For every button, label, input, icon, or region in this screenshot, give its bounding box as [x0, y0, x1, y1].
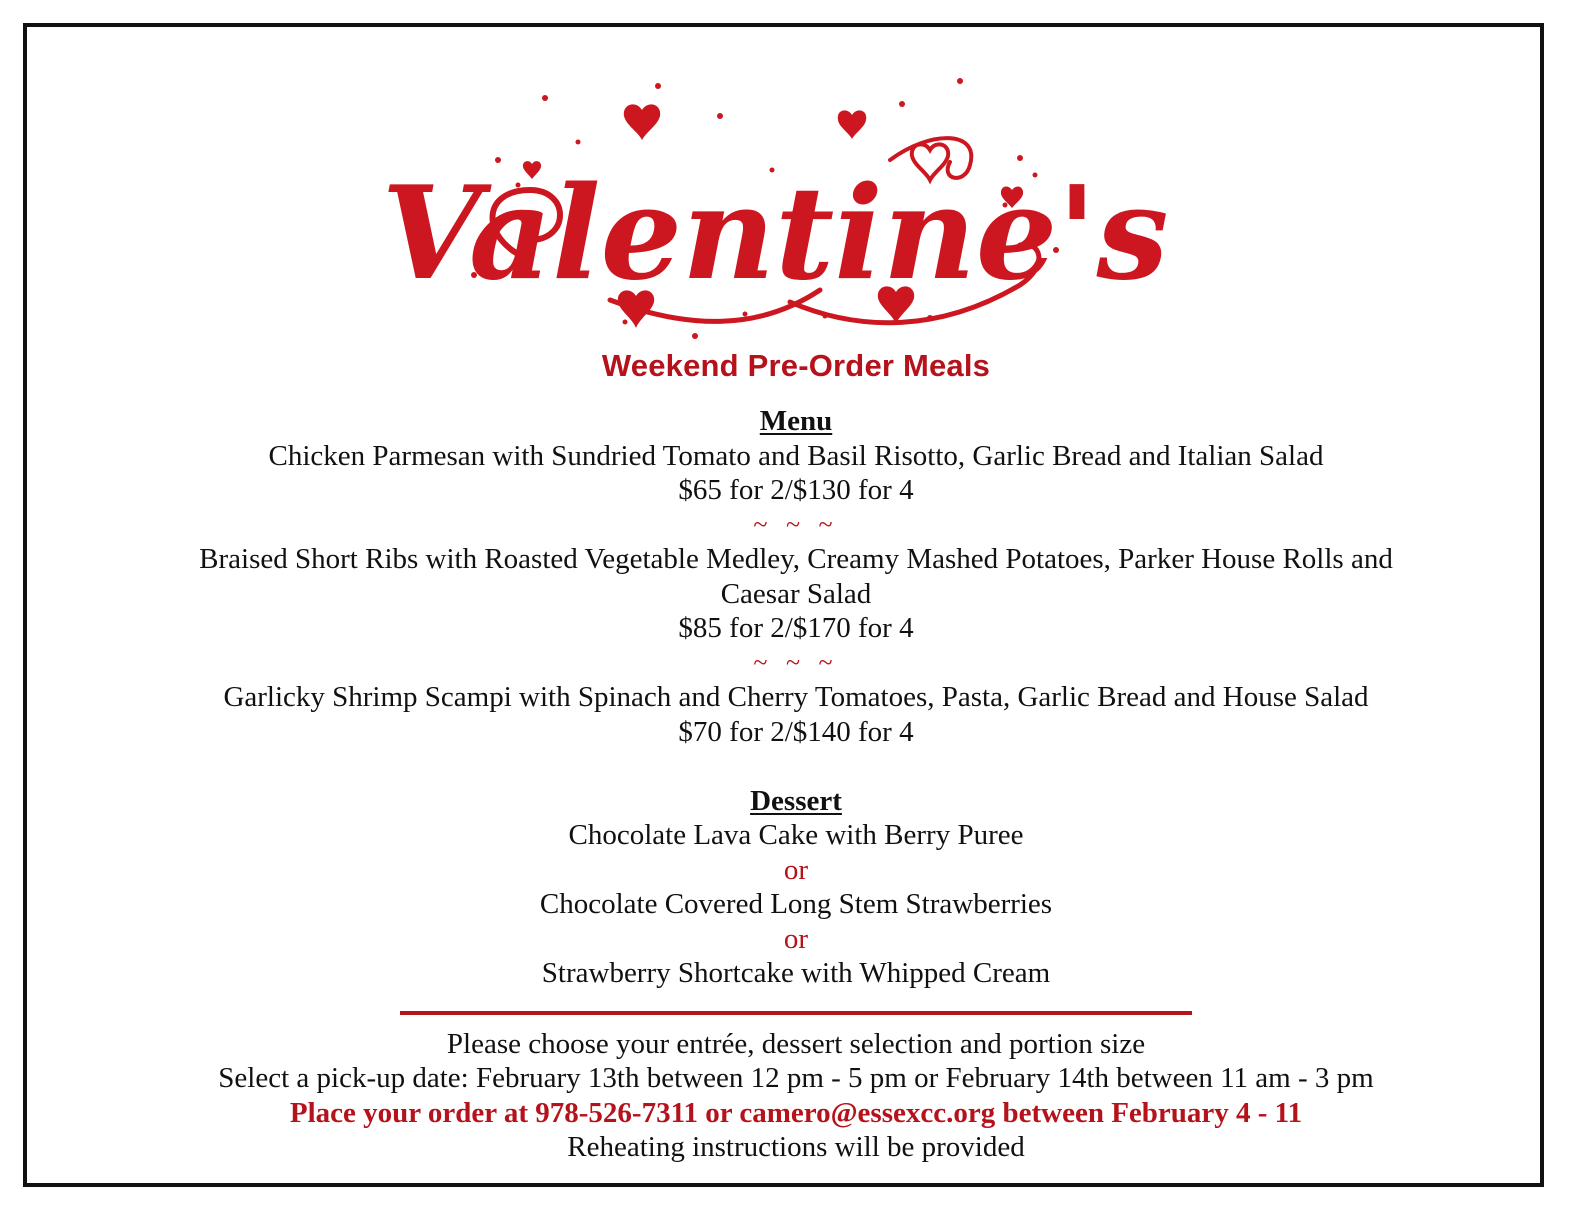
menu-item-description: Garlicky Shrimp Scampi with Spinach and Cherry Tomatoes, Pasta, Garlic Bread and House Salad	[223, 681, 1369, 713]
menu-content	[0, 404, 1592, 1165]
order-instruction: Please choose your entrée, dessert selection and portion size	[446, 1027, 1146, 1060]
dessert-or: or	[783, 922, 809, 955]
menu-heading: Menu	[759, 405, 833, 437]
dessert-item: Strawberry Shortcake with Whipped Cream	[541, 957, 1051, 989]
section-spacer	[0, 749, 1592, 784]
menu-item-price: $85 for 2/$170 for 4	[678, 612, 914, 644]
reheating-note: Reheating instructions will be provided	[567, 1131, 1025, 1163]
subtitle: Weekend Pre-Order Meals	[601, 348, 991, 383]
pickup-info: Select a pick-up date: February 13th between 12 pm - 5 pm or February 14th between 11 am - 3 pm	[218, 1062, 1374, 1094]
valentines-logo	[381, 70, 1169, 350]
menu-item-price: $70 for 2/$140 for 4	[678, 715, 914, 748]
menu-separator: ~ ~ ~	[753, 509, 839, 539]
dessert-item: Chocolate Covered Long Stem Strawberries	[539, 888, 1053, 920]
menu-item-price: $65 for 2/$130 for 4	[678, 474, 914, 506]
logo-text: Valentine's	[381, 159, 1169, 309]
menu-item-description: Chicken Parmesan with Sundried Tomato and Basil Risotto, Garlic Bread and Italian Salad	[268, 439, 1324, 472]
menu-item-description: Braised Short Ribs with Roasted Vegetable Medley, Creamy Mashed Potatoes, Parker House Rolls and Caesar Salad	[199, 543, 1393, 610]
dessert-item: Chocolate Lava Cake with Berry Puree	[568, 819, 1024, 851]
menu-separator: ~ ~ ~	[753, 647, 839, 677]
order-contact: Place your order at 978-526-7311 or camero@essexcc.org between February 4 - 11	[289, 1096, 1303, 1129]
divider-rule	[400, 1011, 1192, 1015]
dessert-or: or	[783, 853, 809, 886]
dessert-heading: Dessert	[750, 784, 842, 817]
